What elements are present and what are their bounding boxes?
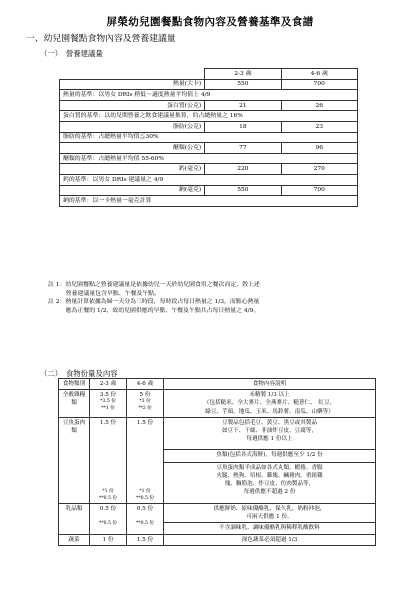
table-row [60, 79, 358, 90]
table-row [60, 143, 358, 154]
col-header-4-6: 4-6 歲 [127, 379, 164, 390]
col-header-category: 食物類別 [59, 379, 90, 390]
cell-value: 96 [281, 143, 357, 154]
portion-value: 0.5 份 [136, 506, 154, 513]
desc-cell: 不含調味乳、調味優酪乳與稀釋乳酸飲料 [164, 523, 376, 534]
cell-value: 21 [205, 100, 281, 111]
row-note: 鈣的基準：以男女 DRIs 建議量之 4/9 [60, 174, 358, 185]
cell-value: 550 [205, 185, 281, 196]
portion-note: *1 份 [102, 489, 114, 495]
desc-line: 綠豆、芋頭、地瓜、玉米、馬鈴薯、南瓜、山藥等） [205, 408, 334, 415]
table-row [60, 90, 358, 101]
portion-note: *3.5 份 [100, 399, 116, 405]
table-row [59, 417, 376, 449]
desc-line: 每週供應不超過 2 份 [243, 489, 296, 496]
row-note: 熱量的基準：以男女 DRIs 稍低～適度熱量平均值上 4/9 [60, 90, 358, 101]
col-header-desc: 食物內容說明 [164, 379, 376, 390]
table-row [60, 164, 358, 175]
cell-value: 550 [205, 79, 281, 90]
cell-value: 700 [281, 185, 357, 196]
portion-table [58, 378, 376, 546]
portion-value: 3.5 份 [99, 392, 117, 399]
portion-cell [90, 390, 127, 418]
footnote-line: 營養建議量包含早點、午餐及午點。 [48, 290, 160, 297]
portion-note: **0.5 份 [136, 521, 154, 527]
cell-value: 18 [205, 121, 281, 132]
desc-line: 可兩天供應 1 份。 [246, 514, 293, 521]
col-header-2-3: 2-3 歲 [205, 69, 281, 80]
cell-value: 26 [281, 100, 357, 111]
portion-cell: 1 份 [90, 534, 127, 545]
row-label: 鈣(毫克) [60, 164, 205, 175]
portion-cell: 1.5 份 [127, 534, 164, 545]
desc-cell: 深色蔬菜必須超過 1/3 [164, 534, 376, 545]
table-row [60, 185, 358, 196]
cell-value: 220 [205, 164, 281, 175]
footnote-1 [48, 281, 378, 315]
portion-value: 1.5 份 [136, 419, 154, 426]
cell-value: 700 [281, 79, 357, 90]
portion-cell [90, 417, 127, 503]
desc-line: 如豆干、干絲、非油炸豆皮、豆腐等， [221, 428, 318, 435]
row-note: 蛋白質的基準：以幼兒期營養之飲食建議量推算，約占總熱量之 16% [60, 111, 358, 122]
portion-value: 5 份 [139, 392, 151, 399]
footnote-line: 應為正餐的 1/2，故幼兒園供應的早點、午餐及午點共占每日熱量之 4/9。 [48, 307, 260, 314]
row-label: 脂肪(公克) [60, 121, 205, 132]
desc-line: 豆魚蛋肉類半成品如各式丸類、蝦捲、香腸 [216, 464, 323, 471]
subsection-heading-portions: （二） 食物份量及內容 [40, 369, 118, 378]
desc-line: 未精製 1/3 以上 [249, 392, 290, 399]
portion-note: **0.5 份 [136, 495, 154, 501]
portion-note: **2 份 [138, 405, 152, 411]
row-note: 醣類的基準：占總熱量平均值 55-60% [60, 153, 358, 164]
desc-line: 每週供應 1 份以上 [246, 436, 293, 443]
cell-value: 77 [205, 143, 281, 154]
desc-cell [164, 462, 376, 503]
table-header-row [60, 69, 358, 80]
category-cell: 全穀雜糧類 [59, 390, 90, 418]
desc-line: 塊、麵筋泡、炸豆皮、仿肉製品等， [224, 481, 315, 488]
row-note: 鈉的基準：以一卡熱量一毫克計算 [60, 196, 358, 207]
desc-cell [164, 417, 376, 449]
row-label: 鈉(毫克) [60, 185, 205, 196]
portion-cell [127, 390, 164, 418]
table-row [60, 111, 358, 122]
table-row [60, 153, 358, 164]
row-note: 脂肪的基準：占總熱量平均值≦30% [60, 132, 358, 143]
portion-cell [127, 504, 164, 535]
portion-note: **0.5 份 [99, 495, 117, 501]
footnote-line: 註 2：熱量計算依據為婦一天分為三時段，每時段占每日熱量之 1/3，而點心熱量 [48, 299, 260, 306]
portion-cell [90, 504, 127, 535]
portion-note: *3 份 [139, 399, 151, 405]
table-row [60, 100, 358, 111]
portion-value: 1.5 份 [99, 419, 117, 426]
portion-note: **0.5 份 [99, 521, 117, 527]
category-cell: 豆魚蛋肉類 [59, 417, 90, 503]
desc-cell: 魚類(包括各式海鮮)，每週供應至少 1/2 份 [164, 449, 376, 462]
cell-value: 23 [281, 121, 357, 132]
portion-value: 0.5 份 [99, 506, 117, 513]
portion-cell [127, 417, 164, 503]
footnote-line: 註 1：幼兒園餐點之營養建議量是依據幼兒一天於幼兒園食用之餐次而定，敘上述 [48, 282, 260, 288]
table-header-row [59, 379, 376, 390]
table-row [59, 534, 376, 545]
table-row [60, 196, 358, 207]
desc-cell [164, 390, 376, 418]
table-row [60, 121, 358, 132]
row-label: 熱量(大卡) [60, 79, 205, 90]
col-header-4-6: 4-6 歲 [281, 69, 357, 80]
category-cell: 乳品類 [59, 504, 90, 535]
row-label: 蛋白質(公克) [60, 100, 205, 111]
nutrition-table [59, 68, 358, 207]
table-row [59, 504, 376, 523]
desc-line: 豆製品包括毛豆、黃豆、黑豆或其製品 [221, 419, 318, 426]
desc-line: （包括糙米、全大麥片、全燕麥片、糙薏仁、 紅豆、 [203, 400, 336, 407]
desc-line: 供應鮮奶、原味優酪乳、保久乳、奶粉沖泡， [213, 506, 326, 513]
desc-cell [164, 504, 376, 523]
portion-note: **1 份 [101, 405, 115, 411]
table-row [60, 132, 358, 143]
document-title: 屏榮幼兒園餐點食物內容及營養基準及食譜 [106, 16, 314, 28]
table-row [60, 174, 358, 185]
category-cell: 蔬菜 [59, 534, 90, 545]
row-label: 醣類(公克) [60, 143, 205, 154]
portion-note: *1 份 [139, 489, 151, 495]
desc-line: 火腿、熱狗、培根、雞塊、鹹豬肉、重組雞 [216, 472, 323, 479]
col-header-2-3: 2-3 歲 [90, 379, 127, 390]
section-heading: 一、幼兒園餐點食物內容及營養建議量 [26, 34, 176, 44]
table-row [59, 390, 376, 418]
cell-value: 270 [281, 164, 357, 175]
subsection-heading-nutrition: （一） 營養建議量 [40, 49, 103, 58]
